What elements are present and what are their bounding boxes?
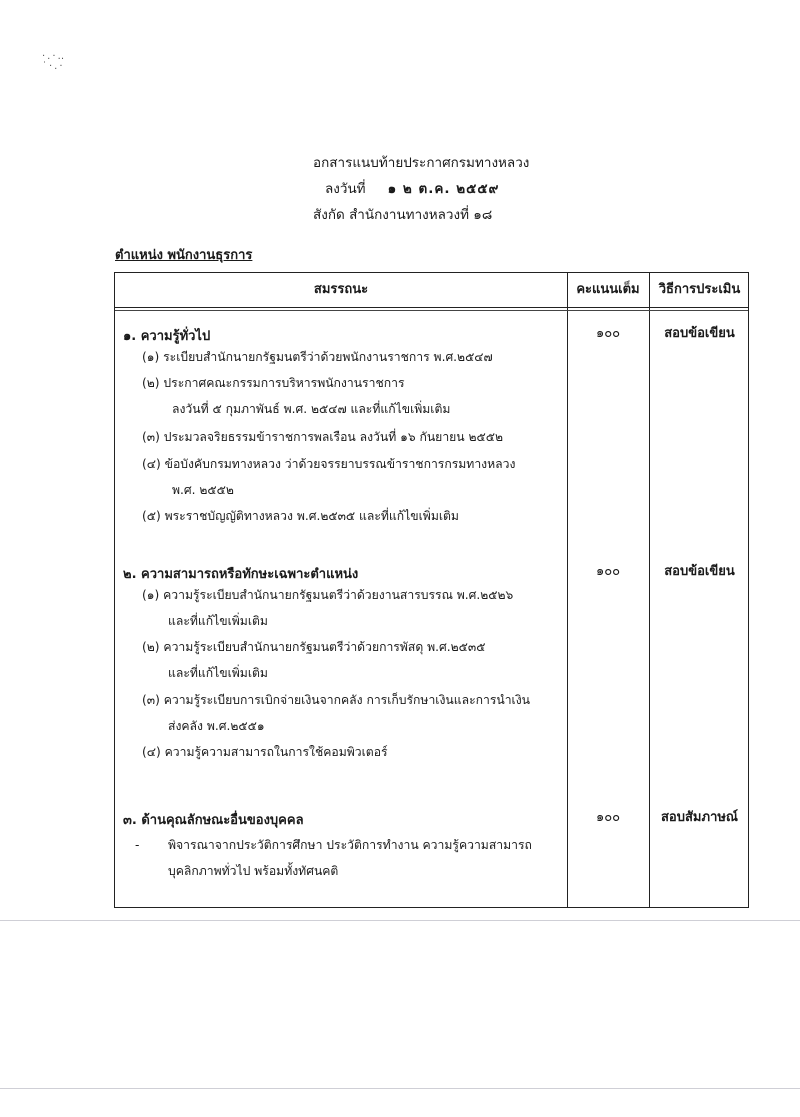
list-item: พ.ศ. ๒๕๕๒	[172, 483, 234, 497]
page-rule	[0, 920, 800, 921]
header-full-score: คะแนนเต็ม	[576, 282, 640, 297]
page-rule	[0, 1088, 800, 1089]
header-announcement: อกสารแนบท้ายประกาศกรมทางหลวง	[313, 155, 530, 171]
section-1-score: ๑๐๐	[595, 326, 621, 341]
section-3-method: สอบสัมภาษณ์	[661, 810, 738, 825]
section-2-title: ๒. ความสามารถหรือทักษะเฉพาะตำแหน่ง	[123, 567, 359, 582]
list-item: บุคลิกภาพทั่วไป พร้อมทั้งทัศนคติ	[168, 864, 339, 878]
list-item: (๒) ประกาศคณะกรรมการบริหารพนักงานราชการ	[142, 376, 405, 390]
section-2-method: สอบข้อเขียน	[664, 564, 735, 579]
header-affiliation: สังกัด สำนักงานทางหลวงที่ ๑๘	[313, 207, 493, 223]
list-item: (๕) พระราชบัญญัติทางหลวง พ.ศ.๒๕๓๕ และที่แก้ไขเพิ่มเติม	[142, 509, 459, 523]
header-divider	[115, 307, 748, 308]
list-item: และที่แก้ไขเพิ่มเติม	[168, 614, 268, 628]
list-item: (๑) ระเบียบสำนักนายกรัฐมนตรีว่าด้วยพนักงานราชการ พ.ศ.๒๕๔๗	[142, 350, 493, 364]
list-item: (๒) ความรู้ระเบียบสำนักนายกรัฐมนตรีว่าด้วยการพัสดุ พ.ศ.๒๕๓๕	[142, 640, 486, 654]
competency-table	[114, 272, 749, 908]
list-item: (๑) ความรู้ระเบียบสำนักนายกรัฐมนตรีว่าด้วยงานสารบรรณ พ.ศ.๒๕๒๖	[142, 588, 514, 602]
header-assessment-method: วิธีการประเมิน	[658, 282, 741, 297]
section-1-title: ๑. ความรู้ทั่วไป	[123, 329, 211, 344]
date-label: ลงวันที่	[325, 181, 366, 197]
section-3-title: ๓. ด้านคุณลักษณะอื่นของบุคคล	[123, 813, 304, 828]
scan-specks: ·.·‥ ˙·.·	[42, 51, 67, 72]
list-item: ลงวันที่ ๕ กุมภาพันธ์ พ.ศ. ๒๕๔๗ และที่แก้ไขเพิ่มเติม	[172, 402, 451, 416]
list-item: ส่งคลัง พ.ศ.๒๕๕๑	[168, 719, 265, 733]
header-divider	[115, 310, 748, 311]
section-3-score: ๑๐๐	[595, 810, 621, 825]
position-title: ตำแหน่ง พนักงานธุรการ	[115, 248, 253, 263]
list-item-dash: -	[135, 838, 140, 852]
section-1-method: สอบข้อเขียน	[664, 326, 735, 341]
header-date-line	[325, 176, 499, 202]
list-item: และที่แก้ไขเพิ่มเติม	[168, 666, 268, 680]
header-competency: สมรรถนะ	[313, 282, 369, 297]
date-value: ๑ ๒ ต.ค. ๒๕๕๙	[387, 181, 500, 197]
list-item: (๔) ข้อบังคับกรมทางหลวง ว่าด้วยจรรยาบรรณข้าราชการกรมทางหลวง	[142, 457, 516, 471]
list-item: (๓) ประมวลจริยธรรมข้าราชการพลเรือน ลงวันที่ ๑๖ กันยายน ๒๕๕๒	[142, 430, 504, 444]
list-item: (๔) ความรู้ความสามารถในการใช้คอมพิวเตอร์	[142, 745, 388, 759]
list-item: พิจารณาจากประวัติการศึกษา ประวัติการทำงาน ความรู้ความสามารถ	[168, 838, 532, 852]
section-2-score: ๑๐๐	[595, 564, 621, 579]
list-item: (๓) ความรู้ระเบียบการเบิกจ่ายเงินจากคลัง การเก็บรักษาเงินและการนำเงิน	[142, 693, 531, 707]
